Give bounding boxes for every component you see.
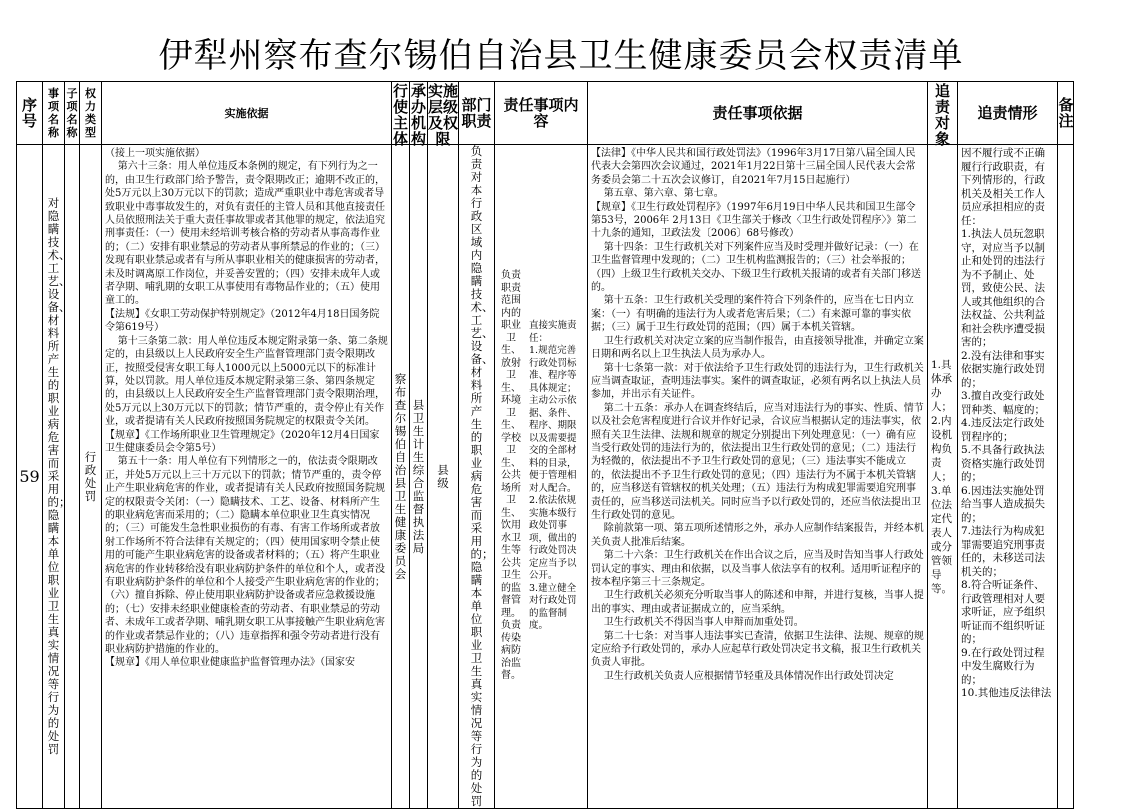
cell-dept-duty: 负责对本行政区域内隐瞒技术、工艺、设备、材料所产生的职业病危害而采用的；隐瞒本单位职业卫生真实情况等行为的处罚 <box>470 144 494 808</box>
header-resp-basis: 责任事项依据 <box>712 104 803 122</box>
cell-accountability: 因不履行或不正确履行行政职责，有下列情形的，行政机关及相关工作人员应承担相应的责任： 1.执法人员玩忽职守，对应当予以制止和处罚的违法行为不予制止、处罚，致使公民、法人或其他组织的合法权益、公共利益和社会秩序遭受损害的； 2.没有法律和事实依据实施行政处罚的； 3.擅自改变行政处罚种类、幅度的； 4.违反法定行政处罚程序的； 5.不具备行政执法资格实施行政处罚的； 6.因违法实施处罚给当事人造成损失的； 7.违法行为构成犯罪需要追究刑事责任的，未移送司法机关的； 8.符合听证条件、行政管理相对人要求听证，应予组织听证而不组织听证的； 9.在行政处罚过程中发生腐败行为的； 10.其他违反法律法 <box>961 147 1052 699</box>
header-subject: 行使主体 <box>392 82 408 148</box>
header-sub-item-name: 子项名称 <box>66 87 78 139</box>
cell-item-name: 对隐瞒技术、工艺、设备、材料所产生的职业病危害而采用的；隐瞒本单位职业卫生真实情况等行为的处罚 <box>47 196 71 756</box>
responsibility-table <box>16 81 1074 809</box>
cell-level: 县级 <box>437 462 449 490</box>
header-resp-content: 责任事项内容 <box>503 96 579 130</box>
header-row <box>17 82 1074 145</box>
page-title: 伊犁州察布查尔锡伯自治县卫生健康委员会权责清单 <box>158 36 964 76</box>
header-accountable: 追责对象 <box>934 82 950 148</box>
cell-seq: 59 <box>17 145 43 809</box>
cell-resp-basis: 【法律】《中华人民共和国行政处罚法》（1996年3月17日第八届全国人民代表大会第四次会议通过，2021年1月22日第十三届全国人民代表大会常务委员会第二十五次会议修订，自2021年7月15日起施行） 第五章、第六章、第七章。 【规章】《卫生行政处罚程序》（1997年6月19日中华人民共和国卫生部令第53号，2006年 2月13日《卫生部关于修改〈卫生行政处罚程序〉》第二十九条的通知，卫政法发〔2006〕68号修改） 第十四条：卫生行政机关对下列案件应当及时受理并做好记录：（一）在卫生监督管理中发现的；（二）卫生机构监测报告的；（三）社会举报的；（四）上级卫生行政机关交办、下级卫生行政机关报请的或者有关部门移送的。 第十五条：卫生行政机关受理的案件符合下列条件的，应当在七日内立案：（一）有明确的违法行为人或者危害后果；（二）有来源可靠的事实依据；（三）属于卫生行政处罚的范围；（四）属于本机关管辖。 卫生行政机关对决定立案的应当制作报告，由直接领导批准，并确定立案日期和两名以上卫生执法人员为承办人。 第十七条第一款：对于依法给予卫生行政处罚的违法行为，卫生行政机关应当调查取证，查明违法事实。案件的调查取证，必须有两名以上执法人员参加，并出示有关证件。 第二十五条：承办人在调查终结后，应当对违法行为的事实、性质、情节以及社会危害程度进行合议并作好记录，合议应当根据认定的违法事实，依照有关卫生法律、法规和规章的规定分别提出下列处理意见：（一）确有应当受行政处罚的违法行为的，依法提出卫生行政处罚的意见；（二）违法行为轻微的，依法提出不予卫生行政处罚的意见；（三）违法事实不能成立的，依法提出不予卫生行政处罚的意见；（四）违法行为不属于本机关管辖的，应当移送有管辖权的机关处理；（五）违法行为构成犯罪需要追究刑事责任的，应当移送司法机关。同时应当予以行政处罚的，还应当依法提出卫生行政处罚的意见。 除前款第一项、第五项所述情形之外，承办人应制作结案报告，并经本机关负责人批准后结案。 第二十六条：卫生行政机关在作出合议之后，应当及时告知当事人行政处罚认定的事实、理由和依据，以及当事人依法享有的权利。适用听证程序的按本程序第三十三条规定。 卫生行政机关必须充分听取当事人的陈述和申辩，并进行复核，当事人提出的事实、理由或者证据成立的，应当采纳。 卫生行政机关不得因当事人申辩而加重处罚。 第二十七条：对当事人违法事实已查清，依据卫生法律、法规、规章的规定应给予行政处罚的，承办人应起草行政处罚决定书文稿，报卫生行政机关负责人审批。 卫生行政机关负责人应根据情节轻重及具体情况作出行政处罚决定 <box>591 148 924 682</box>
cell-accountable: 1.具体承办人；2.内设机构负责人；3.单位法定代表人或分管领导等。 <box>931 358 952 595</box>
header-remark: 备注 <box>1058 96 1074 130</box>
header-power-type: 权力类型 <box>85 87 96 139</box>
header-handler: 承办机构 <box>410 82 426 148</box>
cell-power-type: 行政处罚 <box>84 449 97 503</box>
header-basis: 实施依据 <box>224 106 269 120</box>
header-accountability: 追责情形 <box>977 104 1038 122</box>
header-dept-duty: 部门职责 <box>461 96 492 130</box>
cell-subject: 察布查尔锡伯自治县卫生健康委员会 <box>394 371 407 581</box>
table-row <box>17 145 1074 809</box>
cell-resp-items: 直接实施责任： 1.规范完善行政处罚标准、程序等具体规定；主动公示依据、条件、程序、期限以及需要提交的全部材料的目录，便于管理相对人配合。 2.依法依规实施本级行政处罚事项，做出的行政处罚决定应当予以公开。 3.建立健全对行政处罚的监督制度。 <box>529 320 577 632</box>
header-item-name: 事项名称 <box>48 87 59 139</box>
header-seq: 序号 <box>21 96 37 130</box>
cell-handler: 县卫生计生综合监督执法局 <box>412 397 425 555</box>
header-level: 实施层级及权限 <box>428 82 459 148</box>
cell-resp-content: 负责职责范围内的职业卫生、放射卫生、环境卫生、学校卫生、公共场所卫生、饮用水卫生等公共卫生的监督管理。负责传染病防治监督。 <box>501 270 521 682</box>
cell-basis: （接上一项实施依据） 第六十三条：用人单位违反本条例的规定，有下列行为之一的，由卫生行政部门给予警告，责令限期改正；逾期不改正的，处5万元以上30万元以下的罚款；造成严重职业中毒危害或者导致职业中毒事故发生的，对负有责任的主管人员和其他直接责任人员依照刑法关于重大责任事故罪或者其他罪的规定，依法追究刑事责任：（一）使用未经培训考核合格的劳动者从事高毒作业的；（二）安排有职业禁忌的劳动者从事所禁忌的作业的；（三）发现有职业禁忌或者有与所从事职业相关的健康损害的劳动者，未及时调离原工作岗位，并妥善安置的；（四）安排未成年人或者孕期、哺乳期的女职工从事使用有毒物品作业的；（五）使用童工的。 【法规】《女职工劳动保护特别规定》（2012年4月18日国务院令第619号） 第十三条第二款：用人单位违反本规定附录第一条、第二条规定的，由县级以上人民政府安全生产监督管理部门责令限期改正，按照受侵害女职工每人1000元以上5000元以下的标准计算，处以罚款。用人单位违反本规定附录第三条、第四条规定的，由县级以上人民政府安全生产监督管理部门责令限期治理，处5万元以上30万元以下的罚款；情节严重的，责令停止有关作业，或者提请有关人民政府按照国务院规定的权限责令关闭。 【规章】《工作场所职业卫生管理规定》（2020年12月4日国家卫生健康委员会令第5号） 第五十一条：用人单位有下列情形之一的，依法责令限期改正，并处5万元以上三十万元以下的罚款；情节严重的，责令停止产生职业病危害的作业，或者提请有关人民政府按照国务院规定的权限责令关闭：（一）隐瞒技术、工艺、设备、材料所产生的职业病危害而采用的；（二）隐瞒本单位职业卫生真实情况的；（三）可能发生急性职业损伤的有毒、有害工作场所或者放射工作场所不符合法律有关规定的；（四）使用国家明令禁止使用的可能产生职业病危害的设备或者材料的；（五）将产生职业病危害的作业转移给没有职业病防护条件的单位和个人，或者没有职业病防护条件的单位和个人接受产生职业病危害的作业的；（六）擅自拆除、停止使用职业病防护设备或者应急救援设施的；（七）安排未经职业健康检查的劳动者、有职业禁忌的劳动者、未成年工或者孕期、哺乳期女职工从事接触产生职业病危害的作业或者禁忌作业的；（八）违章指挥和强令劳动者进行没有职业病防护措施的作业的。 【规章】《用人单位职业健康监护监督管理办法》（国家安 <box>105 148 388 669</box>
